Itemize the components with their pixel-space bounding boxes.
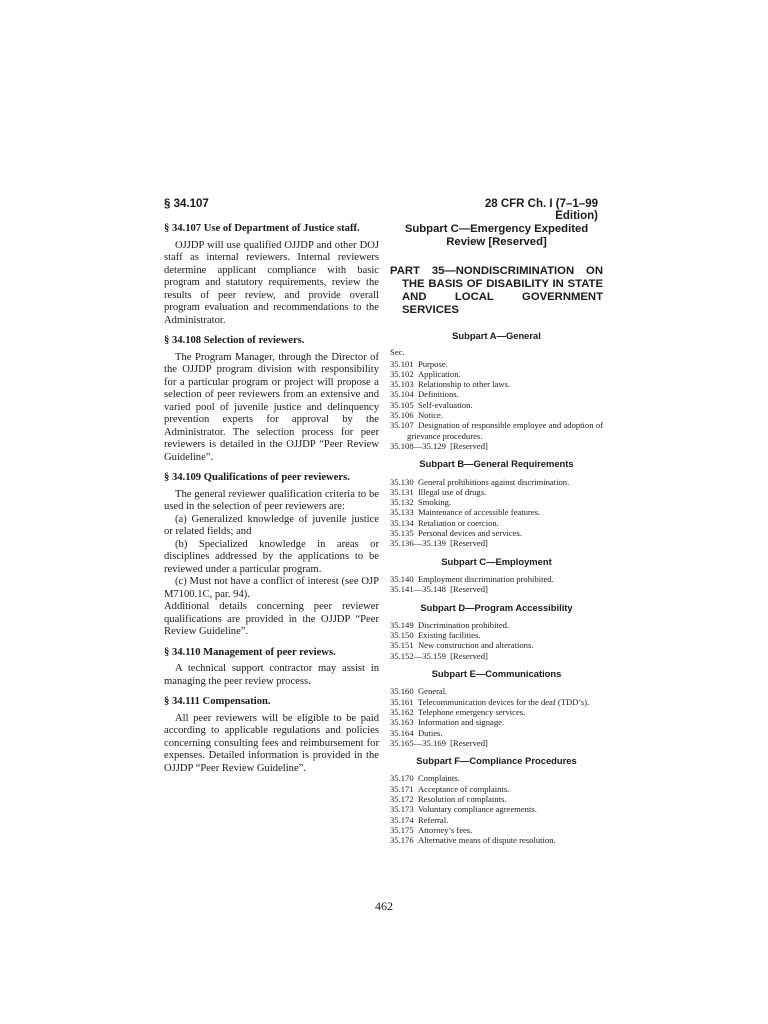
section-34-111 — [164, 696, 379, 775]
toc-section-title: Telecommunication devices for the deaf (TDD’s). — [417, 696, 590, 707]
toc-section-number: 35.132 — [390, 497, 414, 508]
toc-entry — [390, 369, 603, 379]
toc-section-title: Maintenance of accessible features. — [417, 507, 541, 518]
toc-section-title: Smoking. — [417, 497, 452, 508]
toc-section-number: 35.175 — [390, 824, 414, 835]
section-title: § 34.111 Compensation. — [164, 696, 271, 707]
toc-section-title: Existing facilities. — [417, 630, 481, 641]
toc-section-number: 35.130 — [390, 476, 414, 487]
section-34-107 — [164, 223, 379, 327]
toc-section-title: Purpose. — [417, 358, 448, 369]
toc-section-title: Illegal use of drugs. — [417, 486, 487, 497]
toc-entry — [390, 538, 603, 548]
toc-entry — [390, 359, 603, 369]
toc-entry — [390, 379, 603, 389]
toc-entry — [390, 717, 603, 727]
toc-entry — [390, 400, 603, 410]
toc-entry — [390, 420, 603, 441]
toc-section-number: 35.164 — [390, 727, 414, 738]
toc-section-number: 35.151 — [390, 640, 414, 651]
qualification-item: (c) Must not have a conflict of interest (see OJP M7100.1C, par. 94). — [164, 576, 379, 600]
toc-section-number: 35.170 — [390, 773, 414, 784]
part-35-title: PART 35—NONDISCRIMINATION ON THE BASIS OF DISABILITY IN STATE AND LOCAL GOVERNMENT SERVICES — [390, 265, 603, 316]
toc-section-title: [Reserved] — [450, 737, 488, 748]
toc-section-title: Retaliation or coercion. — [417, 517, 499, 528]
toc-entry — [390, 497, 603, 507]
toc-section-number: 35.136—35.139 — [390, 538, 446, 549]
toc-section-title: New construction and alterations. — [417, 640, 534, 651]
toc-section-title: Referral. — [417, 814, 449, 825]
toc-entry — [390, 528, 603, 538]
toc-section-title: Definitions. — [417, 389, 459, 400]
toc-section-number: 35.131 — [390, 486, 414, 497]
toc-entry — [390, 584, 603, 594]
toc-section-number: 35.103 — [390, 379, 414, 390]
toc-section-title: Attorney’s fees. — [417, 824, 473, 835]
subpart-heading: Subpart E—Communications — [431, 668, 562, 680]
toc-section-number: 35.163 — [390, 717, 414, 728]
section-title: § 34.108 Selection of reviewers. — [164, 335, 305, 346]
section-paragraph: Additional details concerning peer reviewer qualifications are provided in the OJJDP “Peer Review Guideline”. — [164, 601, 379, 637]
section-34-109 — [164, 472, 379, 639]
toc-section-number: 35.150 — [390, 630, 414, 641]
toc-section-title: [Reserved] — [450, 538, 488, 549]
toc-section-number: 35.141—35.148 — [390, 584, 446, 595]
toc-section-number: 35.135 — [390, 528, 414, 539]
section-paragraph: A technical support contractor may assist in managing the peer review process. — [164, 663, 379, 687]
toc-section-number: 35.171 — [390, 783, 414, 794]
toc-section-number: 35.172 — [390, 793, 414, 804]
toc-section-title: General. — [417, 686, 448, 697]
toc-section-title: Self-evaluation. — [417, 399, 473, 410]
section-paragraph: All peer reviewers will be eligible to be paid according to applicable regulations and policies concerning consulting fees and reimbursement for expenses. Detailed information is provided in the OJJDP “Peer Review Guideline”. — [164, 712, 379, 774]
toc-section-number: 35.161 — [390, 696, 414, 707]
running-head-section: § 34.107 — [164, 198, 209, 210]
toc-entry — [390, 620, 603, 630]
table-of-contents — [390, 331, 603, 845]
toc-section-number: 35.101 — [390, 358, 414, 369]
toc-section-number: 35.165—35.169 — [390, 737, 446, 748]
toc-entry — [390, 707, 603, 717]
subpart-heading: Subpart B—General Requirements — [419, 458, 574, 470]
toc-entry — [390, 697, 603, 707]
toc-entry — [390, 477, 603, 487]
toc-section-number: 35.160 — [390, 686, 414, 697]
section-title: § 34.109 Qualifications of peer reviewers. — [164, 472, 350, 483]
running-head-edition: 28 CFR Ch. I (7–1–99 Edition) — [484, 198, 598, 222]
toc-entry — [390, 815, 603, 825]
qualification-item: (a) Generalized knowledge of juvenile justice or related fields; and — [164, 513, 379, 537]
toc-section-number: 35.108—35.129 — [390, 440, 446, 451]
section-title: § 34.110 Management of peer reviews. — [164, 646, 336, 658]
toc-section-title: Complaints. — [417, 773, 460, 784]
toc-section-title: [Reserved] — [450, 584, 488, 595]
toc-section-number: 35.133 — [390, 507, 414, 518]
toc-entry — [390, 410, 603, 420]
toc-entry — [390, 835, 603, 845]
toc-entry — [390, 441, 603, 451]
toc-section-number: 35.134 — [390, 517, 414, 528]
toc-section-number: 35.107 — [390, 420, 414, 431]
toc-section-title: Relationship to other laws. — [417, 379, 511, 390]
toc-section-title: Resolution of complaints. — [417, 793, 507, 804]
toc-entry — [390, 784, 603, 794]
toc-entry — [390, 640, 603, 650]
qualification-item: (b) Specialized knowledge in areas or disciplines addressed by the applications to be reviewed under a particular program. — [164, 538, 379, 575]
subpart-heading: Subpart F—Compliance Procedures — [416, 755, 577, 767]
toc-section-title: [Reserved] — [450, 440, 488, 451]
right-column — [390, 223, 603, 845]
toc-section-title: General prohibitions against discrimination. — [417, 476, 570, 487]
toc-entry — [390, 574, 603, 584]
toc-section-number: 35.162 — [390, 706, 414, 717]
toc-entry — [390, 507, 603, 517]
toc-section-number: 35.102 — [390, 368, 414, 379]
toc-section-title: Acceptance of complaints. — [417, 783, 510, 794]
page-number: 462 — [375, 899, 393, 913]
toc-section-number: 35.106 — [390, 410, 414, 421]
subpart-heading: Subpart C—Employment — [441, 555, 552, 567]
toc-section-number: 35.140 — [390, 573, 414, 584]
subpart-heading: Subpart A—General — [452, 330, 541, 341]
toc-entry — [390, 518, 603, 528]
toc-entry — [390, 389, 603, 399]
toc-section-number: 35.104 — [390, 389, 414, 400]
toc-section-number: 35.176 — [390, 835, 414, 846]
toc-section-number: 35.149 — [390, 619, 414, 630]
toc-section-title: Employment discrimination prohibited. — [417, 573, 554, 584]
toc-section-number: 35.174 — [390, 814, 414, 825]
toc-entry — [390, 738, 603, 748]
sec-label: Sec. — [390, 347, 405, 358]
toc-section-title: Discrimination prohibited. — [417, 619, 510, 630]
subpart-heading: Subpart D—Program Accessibility — [420, 601, 573, 613]
toc-entry — [390, 651, 603, 661]
section-34-108 — [164, 335, 379, 464]
toc-section-number: 35.105 — [390, 399, 414, 410]
toc-section-title: Voluntary compliance agreements. — [417, 804, 537, 815]
toc-entry — [390, 728, 603, 738]
toc-entry — [390, 487, 603, 497]
toc-section-number: 35.152—35.159 — [390, 650, 446, 661]
toc-section-title: Telephone emergency services. — [417, 706, 526, 717]
toc-entry — [390, 773, 603, 783]
toc-entry — [390, 825, 603, 835]
toc-section-title: Personal devices and services. — [417, 528, 522, 539]
section-34-110 — [164, 647, 379, 689]
section-paragraph: OJJDP will use qualified OJJDP and other DOJ staff as internal reviewers. Internal reviewers determine applicant compliance with basic program and statutory requirements, review the results of peer review, and provide overall program evaluation and recommendations to the Administrator. — [164, 239, 379, 326]
toc-entry — [390, 794, 603, 804]
toc-section-title: Alternative means of dispute resolution. — [417, 835, 556, 846]
subpart-c-reserved-heading: Subpart C—Emergency Expedited Review [Reserved] — [404, 223, 589, 248]
toc-section-title: Duties. — [417, 727, 443, 738]
toc-section-title: [Reserved] — [450, 650, 488, 661]
section-title: § 34.107 Use of Department of Justice staff. — [164, 223, 360, 234]
toc-section-title: Notice. — [417, 410, 443, 421]
toc-entry — [390, 804, 603, 814]
toc-entry — [390, 686, 603, 696]
toc-section-title: Designation of responsible employee and adoption of grievance procedures. — [407, 420, 603, 441]
toc-section-title: Information and signage. — [417, 717, 505, 728]
section-paragraph: The general reviewer qualification criteria to be used in the selection of peer reviewers are: — [164, 488, 379, 512]
toc-section-number: 35.173 — [390, 804, 414, 815]
toc-entry — [390, 630, 603, 640]
toc-section-title: Application. — [417, 368, 461, 379]
left-column — [164, 223, 379, 783]
section-paragraph: The Program Manager, through the Director of the OJJDP program division with responsibility for a particular program or project will propose a selection of peer reviewers from an extensive and varied pool of juvenile justice and delinquency prevention experts for approval by the Administrator. The selection process for peer reviewers is detailed in the OJJDP “Peer Review Guideline”. — [164, 351, 379, 463]
